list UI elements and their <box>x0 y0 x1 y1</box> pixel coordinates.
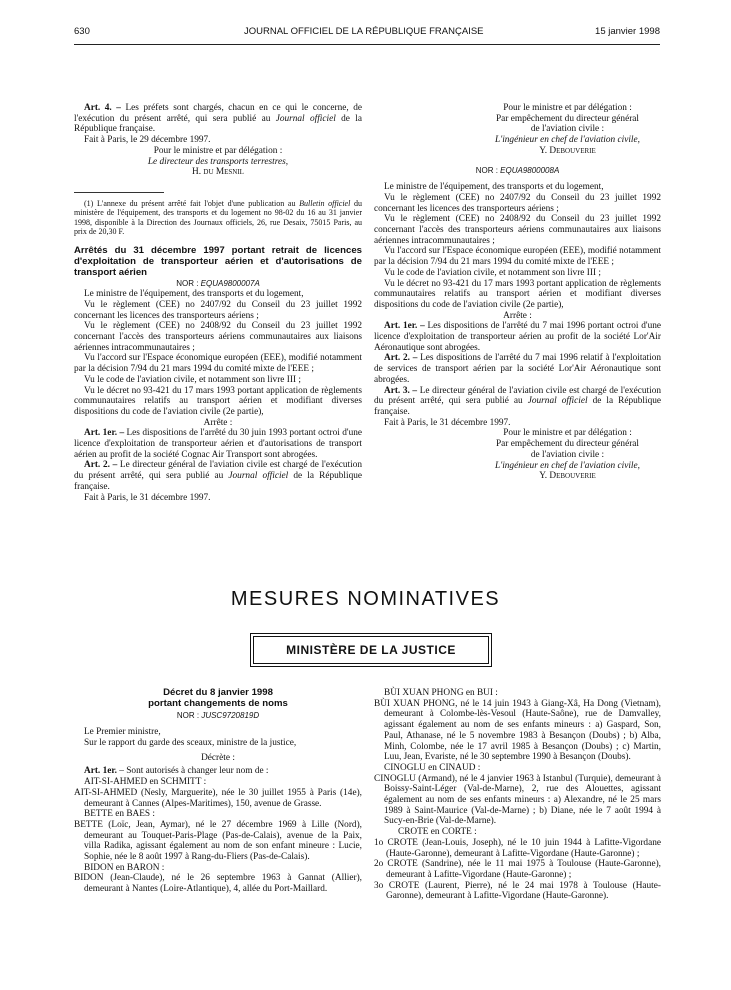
nor-code: EQUA9800008A <box>500 165 560 175</box>
art4-paragraph <box>74 103 362 135</box>
art4-text: Les préfets sont chargés, chacun en ce qui le concerne, de l'exécution du présent arrêté, qui sera publié au <box>74 103 362 124</box>
name-change-entry: 3o CROTE (Laurent, Pierre), né le 24 mai 1978 à Toulouse (Haute-Garonne), demeurant à Lafitte-Vigordane (Haute-Garonne). <box>374 880 661 902</box>
page-number: 630 <box>74 26 90 37</box>
art1-text: Les dispositions de l'arrêté du 30 juin 1993 portant octroi d'une licence d'exploitation de transporteur aérien et d'autorisations de transport aérien au profit de la société Cognac Air Transport sont abrogées. <box>74 428 362 460</box>
art4-end: de la République française. <box>74 113 362 135</box>
paragraph: Vu l'accord sur l'Espace économique européen (EEE), modifié notamment par la décision 7/94 du 21 mars 1994 du comité mixte de l'EEE ; <box>374 246 661 268</box>
paragraph: Le Premier ministre, <box>84 727 161 738</box>
art3-end: de la République française. <box>374 396 661 417</box>
sig-line: Par empêchement du directeur général <box>496 439 639 450</box>
sig-line: Par empêchement du directeur général <box>496 113 639 124</box>
decrete-label: Décrète : <box>201 752 235 763</box>
art3-paragraph <box>374 386 661 418</box>
nor-line <box>74 711 362 722</box>
name-change-heading: BÙI XUAN PHONG en BUI : <box>384 688 498 698</box>
art4-label: Art. 4. – <box>84 103 121 113</box>
paragraph: Vu le décret no 93-421 du 17 mars 1993 portant application de règlements communautaires relatifs au transport aérien et modifiant diverses dispositions du code de l'aviation civile (2e partie), <box>74 385 362 417</box>
nor-label: NOR : <box>176 278 201 288</box>
journal-title: JOURNAL OFFICIEL DE LA RÉPUBLIQUE FRANÇAISE <box>244 26 484 37</box>
sig-name: Y. Debouverie <box>539 471 596 482</box>
left-column-top <box>74 103 362 503</box>
nor-code: JUSC9720819D <box>201 710 260 720</box>
arrete-title: Arrêtés du 31 décembre 1997 portant retrait de licences d'exploitation de transporteur aérien et d'autorisations de transport aérien <box>74 245 362 278</box>
paragraph: Sur le rapport du garde des sceaux, ministre de la justice, <box>84 738 297 748</box>
nor-code: EQUA9800007A <box>200 278 260 288</box>
sig-line: L'ingénieur en chef de l'aviation civile, <box>495 460 640 471</box>
right-column-top <box>374 103 661 482</box>
name-change-heading: CINOGLU en CINAUD : <box>384 762 481 773</box>
sig-line: de l'aviation civile : <box>530 124 605 135</box>
paragraph: Vu le règlement (CEE) no 2408/92 du Conseil du 23 juillet 1992 concernant l'accès des transporteurs aériens communautaires aux liaisons aériennes intracommunautaires ; <box>374 214 661 246</box>
name-change-heading: BIDON en BARON : <box>84 862 165 873</box>
art1-text: Les dispositions de l'arrêté du 7 mai 1996 portant octroi d'une licence d'exploitation de transporteur aérien au profit de la société Lor'Air Aéronautique sont abrogées. <box>374 321 661 353</box>
right-column-bottom <box>374 688 661 902</box>
sig-line-2: Le directeur des transports terrestres, <box>147 156 289 167</box>
name-change-entry: CINOGLU (Armand), né le 4 janvier 1963 à Istanbul (Turquie), demeurant à Boissy-Saint-Léger (Val-de-Marne), 2, rue des Alouettes, agissant également au nom de ses enfants mineurs : a) Alexandre, né le 25 mars 1989 à Saint-Maurice (Val-de-Marne) ; b) Diane, née le 7 août 1994 à Sucy-en-Brie (Val-de-Marne). <box>374 773 661 827</box>
header-rule <box>74 44 660 45</box>
sig-line: Pour le ministre et par délégation : <box>503 103 632 113</box>
paragraph: Vu le règlement (CEE) no 2408/92 du Conseil du 23 juillet 1992 concernant l'accès des transporteurs aériens communautaires aux liaisons aériennes intracommunautaires ; <box>74 321 362 353</box>
decret-title: Décret du 8 janvier 1998 <box>163 687 273 698</box>
name-change-entry: 2o CROTE (Sandrine), née le 11 mai 1975 à Toulouse (Haute-Garonne), demeurant à Lafitte-Vigordane (Haute-Garonne) ; <box>374 859 661 880</box>
footnote-text: (1) L'annexe du présent arrêté fait l'objet d'une publication au <box>84 198 300 208</box>
art3-jo: Journal officiel <box>527 396 588 407</box>
footnote-end: du ministère de l'équipement, des transports et du logement no 98-02 du 16 au 31 janvier 1998, disponible à la Direction des Journaux officiels, 26, rue Desaix, 75015 Paris, au prix de 20,30 F. <box>74 198 363 236</box>
section-title: MESURES NOMINATIVES <box>230 588 501 610</box>
name-change-heading: CROTE en CORTE : <box>398 827 477 838</box>
footnote-rule <box>74 192 164 193</box>
art2-label: Art. 2. – <box>84 460 118 471</box>
art4-jo: Journal officiel <box>275 113 336 124</box>
paragraph: Vu l'accord sur l'Espace économique européen (EEE), modifié notamment par la décision 7/94 du 21 mars 1994 du comité mixte de l'EEE ; <box>74 353 362 375</box>
art1-text: – Sont autorisés à changer leur nom de : <box>116 766 269 777</box>
art1-paragraph <box>74 428 362 460</box>
art3-text: Le directeur général de l'aviation civile est chargé de l'exécution du présent arrêté, qui sera publié au <box>374 385 662 407</box>
art2-paragraph <box>374 353 661 385</box>
name-change-heading: AIT-SI-AHMED en SCHMITT : <box>84 777 207 788</box>
sig-name: Y. Debouverie <box>539 145 596 156</box>
art3-label: Art. 3. – <box>384 385 418 396</box>
paragraph: Le ministre de l'équipement, des transports et du logement, <box>84 289 304 300</box>
fait: Fait à Paris, le 31 décembre 1997. <box>384 417 511 428</box>
nor-line <box>374 166 661 177</box>
art1-label: Art. 1er. – <box>384 321 425 332</box>
page-header <box>74 26 660 40</box>
decret-subtitle: portant changements de noms <box>148 697 288 709</box>
sig-line: de l'aviation civile : <box>530 449 605 460</box>
ministry-box: MINISTÈRE DE LA JUSTICE <box>253 636 489 664</box>
decret-art1 <box>74 766 362 777</box>
art1-label: Art. 1er. <box>84 766 117 777</box>
name-change-entry: 1o CROTE (Jean-Louis, Joseph), né le 10 juin 1944 à Lafitte-Vigordane (Haute-Garonne), demeurant à Lafitte-Vigordane (Haute-Garonne) ; <box>374 837 661 859</box>
fait-2: Fait à Paris, le 31 décembre 1997. <box>84 492 211 503</box>
paragraph: Vu le règlement (CEE) no 2407/92 du Conseil du 23 juillet 1992 concernant les licences des transporteurs aériens ; <box>74 299 362 321</box>
sig-line-1: Pour le ministre et par délégation : <box>153 145 283 156</box>
art2-end: de la République française. <box>74 471 362 492</box>
paragraph: Vu le décret no 93-421 du 17 mars 1993 portant application de règlements communautaires relatifs au transport aérien et modifiant diverses dispositions du code de l'aviation civile (2e partie), <box>374 278 661 310</box>
sig-line: L'ingénieur en chef de l'aviation civile, <box>495 135 640 146</box>
footnote-bulletin: Bulletin officiel <box>299 198 351 208</box>
name-change-entry: BIDON (Jean-Claude), né le 26 septembre 1963 à Gannat (Allier), demeurant à Nantes (Loire-Atlantique), 4, allée du Port-Maillard. <box>74 873 362 895</box>
paragraph: Vu le code de l'aviation civile, et notamment son livre III ; <box>384 267 601 278</box>
nor-line <box>74 279 362 290</box>
art2-text: Les dispositions de l'arrêté du 7 mai 1996 relatif à l'exploitation de services de transport aérien par la société Lor'Air Aéronautique sont abrogées. <box>374 353 661 385</box>
sig-line: Pour le ministre et par délégation : <box>503 428 632 439</box>
fait-1: Fait à Paris, le 29 décembre 1997. <box>84 135 211 146</box>
sig-name: H. du Mesnil <box>192 167 244 178</box>
nor-label: NOR : <box>475 165 501 175</box>
art2-text: Le directeur général de l'aviation civile est chargé de l'exécution du présent arrêté, qui sera publié au <box>74 460 363 482</box>
footnote <box>74 199 362 236</box>
art1-label: Art. 1er. – <box>84 428 125 439</box>
name-change-entry: BETTE (Loïc, Jean, Aymar), né le 27 décembre 1969 à Lille (Nord), demeurant au Touquet-Paris-Plage (Pas-de-Calais), avenue de la Paix, villa Radika, agissant également au nom de son enfant mineure : Lucie, Sophie, née le 8 août 1997 à Rang-du-Fliers (Pas-de-Calais). <box>74 819 362 863</box>
name-change-entry: BÙI XUAN PHONG, né le 14 juin 1943 à Giang-Xâ, Ha Dong (Vietnam), demeurant à Colombe-lès-Vesoul (Haute-Saône), rue de Damvalley, agissant également au nom de ses enfants mineurs : a) Gaspard, Son, Paul, Athanase, né le 5 novembre 1983 à Besançon (Doubs) ; b) Alba, Minh, Colombe, née le 17 avril 1985 à Besançon (Doubs) ; c) Martin, Luu, Jean, Evariste, né le 30 septembre 1990 à Besançon (Doubs). <box>374 698 661 763</box>
left-column-bottom <box>74 688 362 895</box>
name-change-entry: AIT-SI-AHMED (Nesly, Marguerite), née le 30 juillet 1955 à Paris (14e), demeurant à Cannes (Alpes-Maritimes), 150, avenue de Grasse. <box>74 787 362 809</box>
paragraph: Le ministre de l'équipement, des transports et du logement, <box>384 182 604 193</box>
arrete-label: Arrête : <box>203 417 233 428</box>
paragraph: Vu le règlement (CEE) no 2407/92 du Conseil du 23 juillet 1992 concernant les licences des transporteurs aériens ; <box>374 192 661 214</box>
paragraph: Vu le code de l'aviation civile, et notamment son livre III ; <box>84 374 301 385</box>
art2-jo: Journal officiel <box>228 471 289 482</box>
art2-label: Art. 2. – <box>384 353 418 364</box>
issue-date: 15 janvier 1998 <box>595 26 660 37</box>
nor-label: NOR : <box>176 710 202 720</box>
arrete-label: Arrête : <box>503 310 532 321</box>
art1-paragraph <box>374 321 661 353</box>
name-change-heading: BETTE en BAES : <box>84 809 156 820</box>
art2-paragraph <box>74 460 362 492</box>
